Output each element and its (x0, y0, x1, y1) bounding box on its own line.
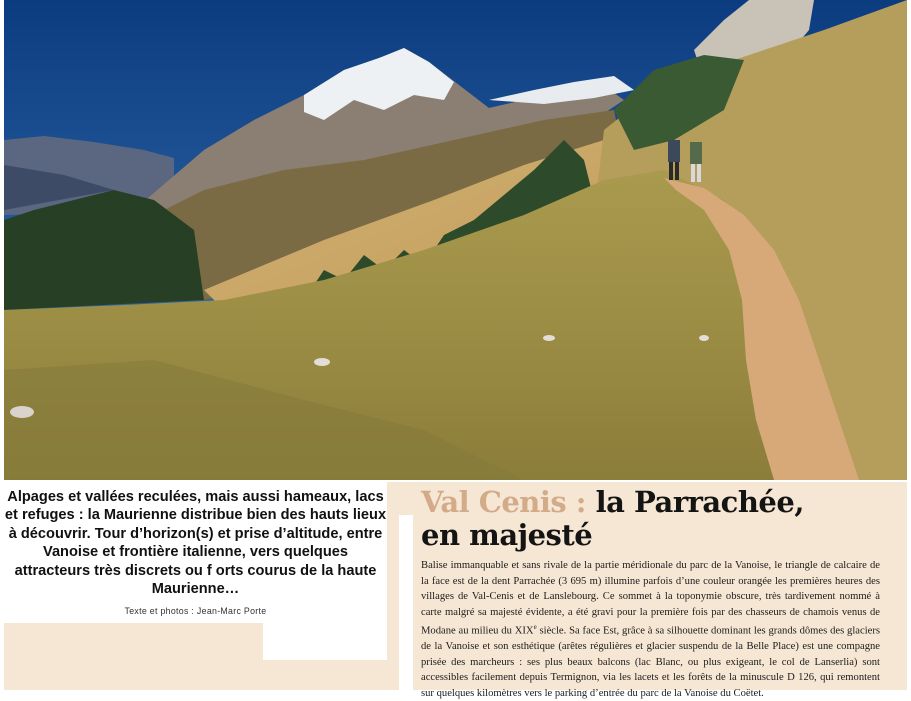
intro-text: Alpages et vallées reculées, mais aussi hameaux, lacs et refuges : la Maurienne distribue bien des hauts lieux à découvrir. Tour d’horizon(s) et prise d’altitude, entre Vanoise et frontière italienne, vers quelques attracteurs très discrets ou f orts courus de la haute Maurienne… (4, 489, 387, 598)
mountain-landscape-image (4, 0, 907, 480)
body-superscript: e (533, 623, 537, 631)
title-main: la Parrachée, (586, 485, 804, 519)
decorative-block (263, 660, 387, 690)
body-part-2: siècle. Sa face Est, grâce à sa silhouette dominant les grands dômes des glaciers de la Vanoise et son esthétique (arêtes régulières et glacier suspendu de la Belle Place) est une compagne prisée des marcheurs : ses plus beaux balcons (lac Blanc, ou plus exigeant, le col de Lanserlia) sont accessibles facilement depuis Termignon, via les lacets et les forêts de la minuscule D 126, qui remontent sur quelques kilomètres vers le parking d’entrée du parc de la Vanoise du Coëtet. (421, 625, 880, 699)
photo-credit: Texte et photos : Jean-Marc Porte (124, 606, 267, 616)
hero-photo (4, 0, 907, 480)
decorative-block (4, 623, 263, 690)
title-line-2: en majesté (421, 518, 593, 552)
title-accent: Val Cenis : (421, 485, 587, 519)
article-title (421, 486, 901, 552)
decorative-strip (399, 515, 413, 690)
body-part-1: Balise immanquable et sans rivale de la partie méridionale du parc de la Vanoise, le triangle de calcaire de la face est de la dent Parrachée (3 695 m) illumine parfois d’une couleur orangée les premières heures des villages de Val-Cenis et de Lanslebourg. Ce sommet à la toponymie obscure, très tardivement nommé à carte malgré sa majesté évidente, a été gravi pour la première fois par des chasseurs de chamois venus de Modane au milieu du XIX (421, 560, 880, 637)
article-body (421, 558, 880, 701)
